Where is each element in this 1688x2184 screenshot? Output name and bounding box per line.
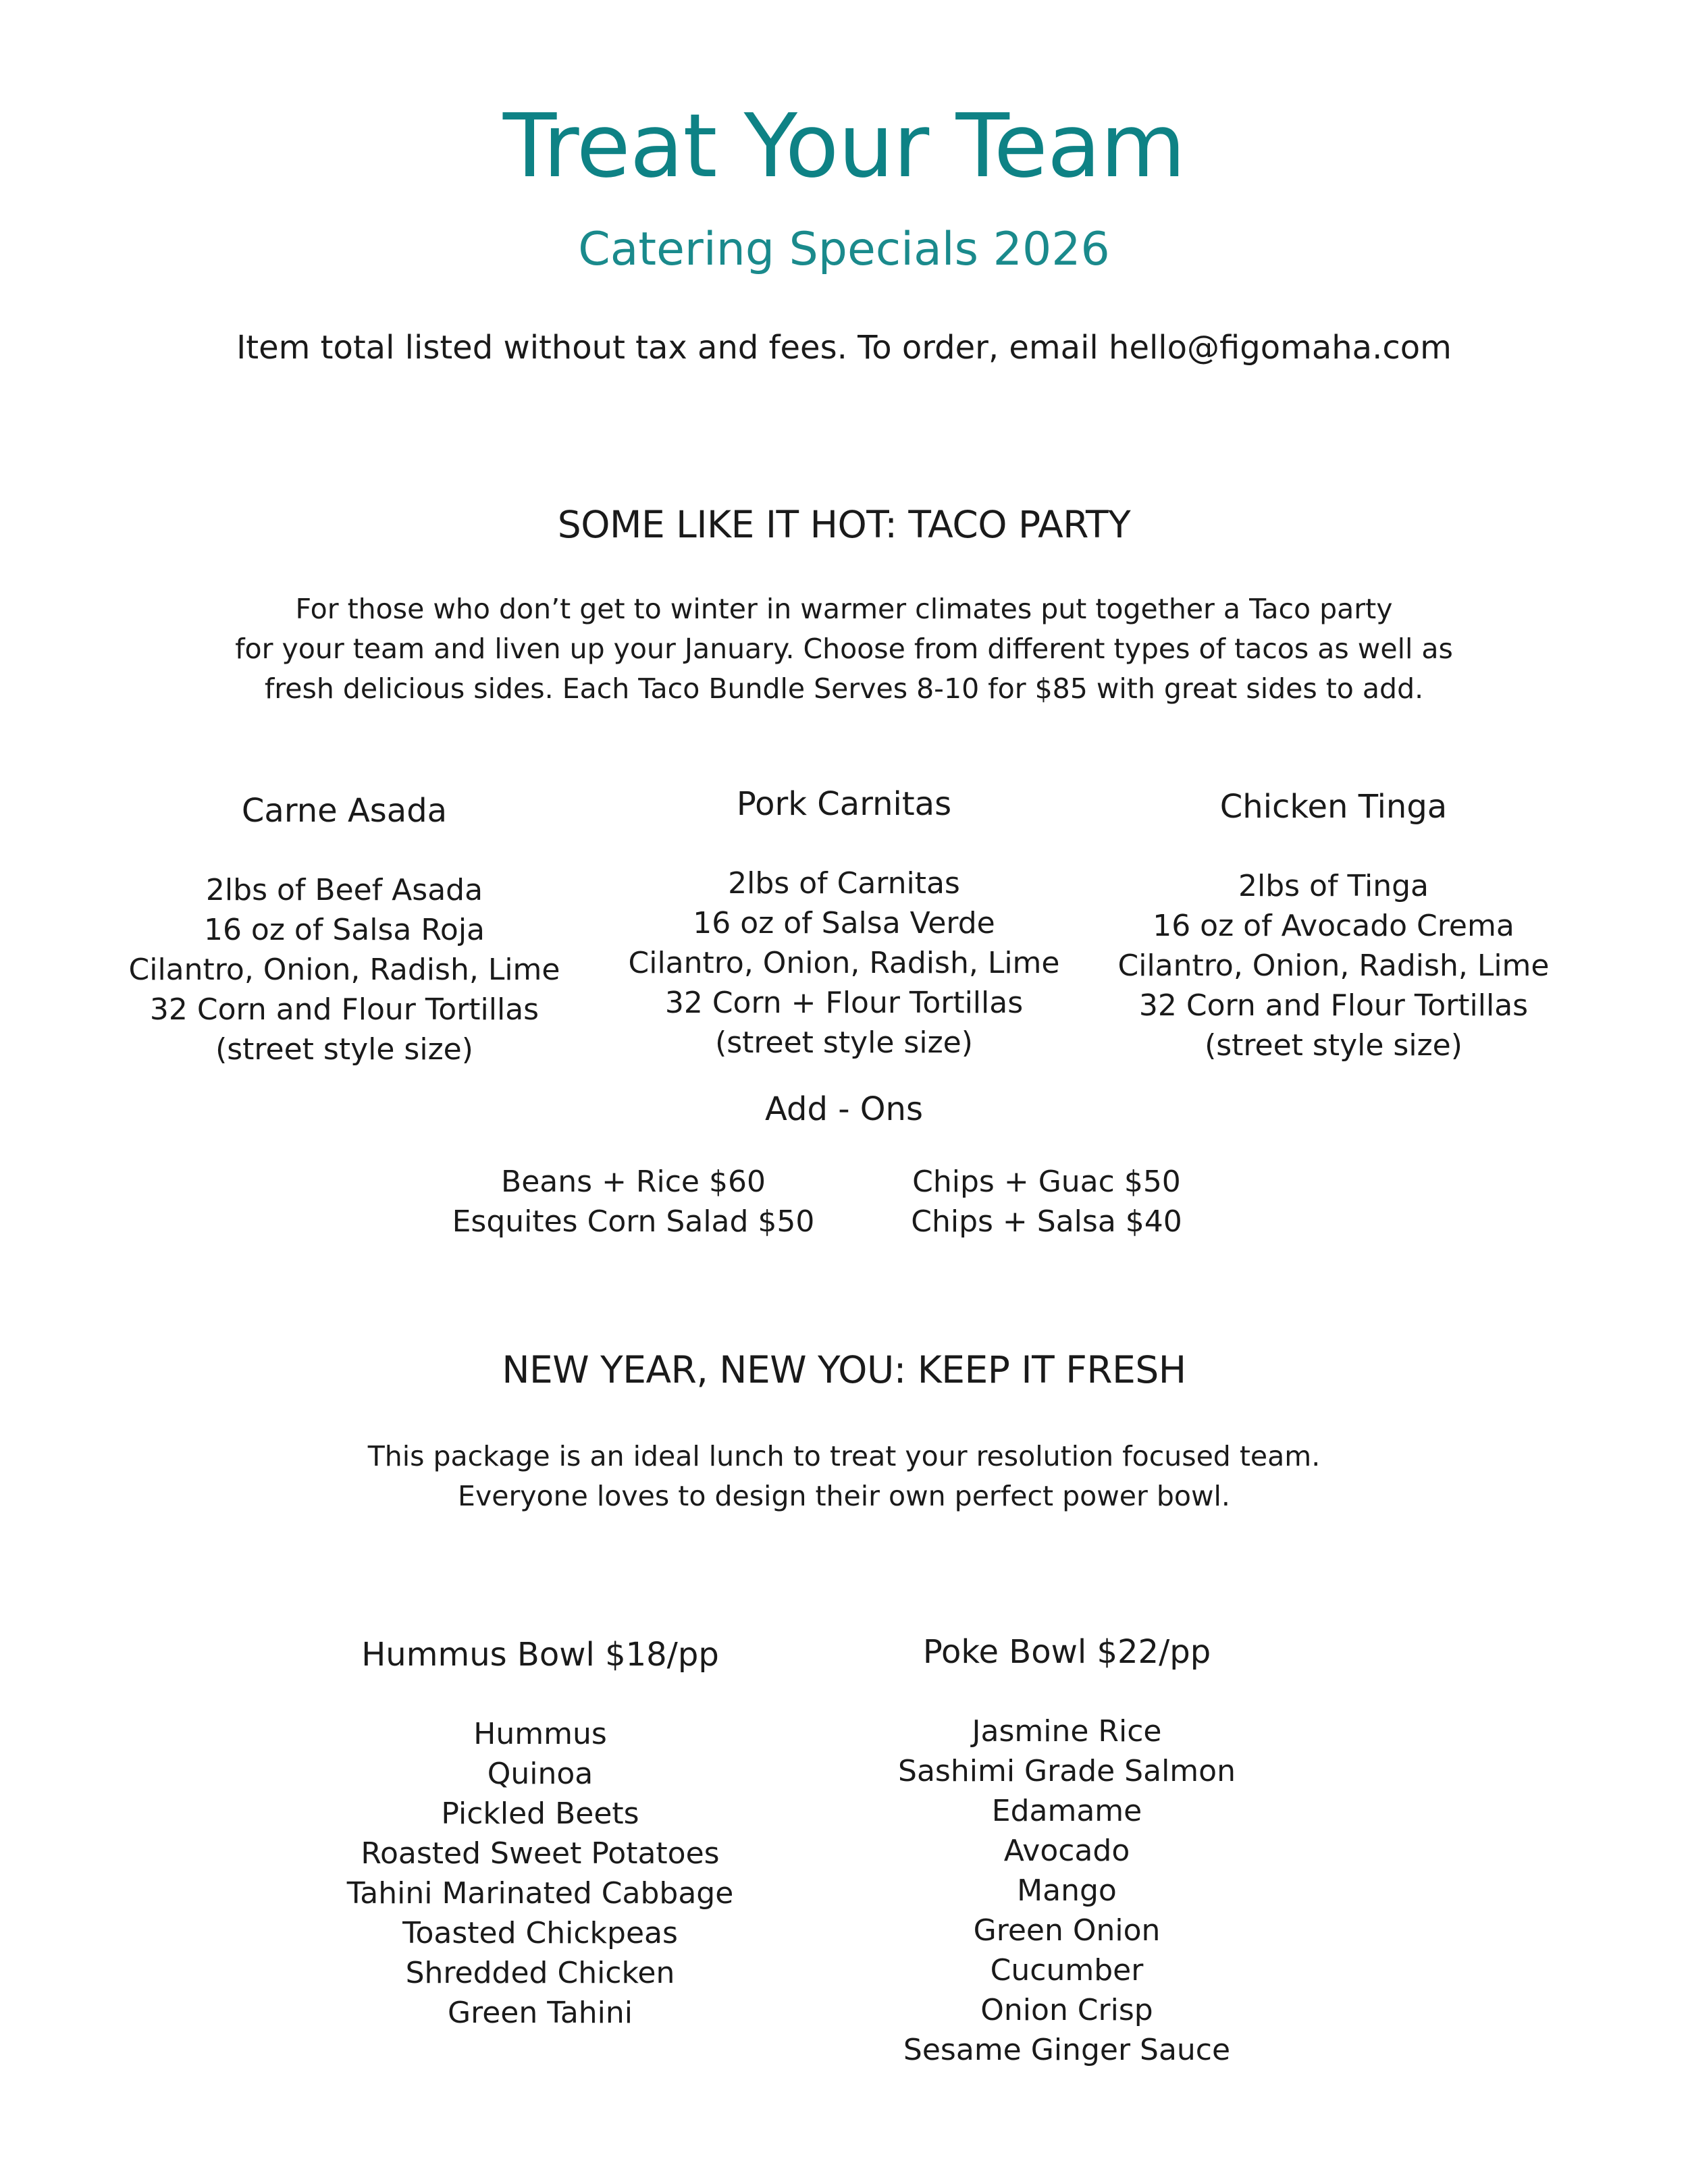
bowl-item: Shredded Chicken bbox=[405, 1956, 675, 1990]
bundle-name: Chicken Tinga bbox=[1219, 788, 1448, 826]
bowl-item: Avocado bbox=[1003, 1834, 1130, 1868]
bowl-item: Edamame bbox=[991, 1794, 1142, 1828]
bundle-name: Carne Asada bbox=[241, 792, 448, 830]
bundle-name: Pork Carnitas bbox=[736, 785, 952, 823]
bundle-pork-carnitas bbox=[629, 784, 1060, 1063]
bundle-item: 32 Corn and Flour Tortillas bbox=[149, 992, 539, 1027]
fresh-description bbox=[0, 1437, 1688, 1516]
bowl-item: Pickled Beets bbox=[441, 1796, 639, 1831]
addons-right-list bbox=[911, 1162, 1182, 1242]
taco-description-line: For those who don’t get to winter in warmer climates put together a Taco party bbox=[295, 593, 1393, 625]
addon-item: Esquites Corn Salad $50 bbox=[452, 1204, 815, 1239]
bundle-item: Cilantro, Onion, Radish, Lime bbox=[1117, 949, 1550, 983]
taco-description bbox=[0, 589, 1688, 709]
fresh-section-heading: NEW YEAR, NEW YOU: KEEP IT FRESH bbox=[502, 1348, 1186, 1391]
bundle-item: 2lbs of Carnitas bbox=[728, 866, 960, 901]
bundle-item: Cilantro, Onion, Radish, Lime bbox=[628, 946, 1060, 980]
bundle-item: (street style size) bbox=[215, 1032, 473, 1067]
taco-description-line: for your team and liven up your January. Choose from different types of tacos as well as bbox=[235, 633, 1453, 665]
bowl-poke bbox=[898, 1632, 1236, 2070]
bowl-item: Tahini Marinated Cabbage bbox=[346, 1876, 734, 1911]
bowl-item: Mango bbox=[1017, 1873, 1117, 1908]
bundle-item: 2lbs of Tinga bbox=[1238, 869, 1429, 903]
page-subtitle: Catering Specials 2026 bbox=[578, 223, 1110, 276]
page-title: Treat Your Team bbox=[502, 95, 1186, 197]
bowl-item: Roasted Sweet Potatoes bbox=[361, 1836, 720, 1871]
bundle-chicken-tinga bbox=[1118, 787, 1550, 1065]
taco-section-heading: SOME LIKE IT HOT: TACO PARTY bbox=[557, 503, 1131, 546]
addon-item: Beans + Rice $60 bbox=[501, 1165, 766, 1199]
bowl-name: Hummus Bowl $18/pp bbox=[361, 1636, 719, 1674]
fresh-description-line: This package is an ideal lunch to treat your resolution focused team. bbox=[367, 1440, 1321, 1472]
bowl-item: Green Onion bbox=[973, 1913, 1161, 1948]
bowl-item: Jasmine Rice bbox=[972, 1714, 1162, 1749]
bowl-item: Cucumber bbox=[990, 1953, 1144, 1988]
bundle-item: (street style size) bbox=[715, 1026, 973, 1060]
bundle-item: 32 Corn + Flour Tortillas bbox=[664, 986, 1024, 1020]
bowl-item: Green Tahini bbox=[447, 1996, 633, 2030]
bowl-name: Poke Bowl $22/pp bbox=[922, 1633, 1211, 1671]
addon-item: Chips + Salsa $40 bbox=[911, 1204, 1182, 1239]
bowl-item: Sesame Ginger Sauce bbox=[903, 2033, 1231, 2067]
bowl-hummus bbox=[347, 1635, 734, 2033]
bundle-carne-asada bbox=[129, 791, 560, 1069]
bundle-item: 16 oz of Salsa Verde bbox=[693, 906, 995, 940]
bowl-item: Toasted Chickpeas bbox=[402, 1916, 678, 1950]
addons-left-list bbox=[452, 1162, 815, 1242]
addon-item: Chips + Guac $50 bbox=[912, 1165, 1181, 1199]
bowl-item: Sashimi Grade Salmon bbox=[898, 1754, 1236, 1788]
order-note: Item total listed without tax and fees. To order, email hello@figomaha.com bbox=[236, 329, 1452, 367]
bundle-item: (street style size) bbox=[1205, 1028, 1462, 1063]
bundle-item: Cilantro, Onion, Radish, Lime bbox=[128, 953, 560, 987]
taco-description-line: fresh delicious sides. Each Taco Bundle Serves 8-10 for $85 with great sides to add. bbox=[264, 672, 1424, 705]
bowl-item: Onion Crisp bbox=[980, 1993, 1153, 2027]
bowl-item: Hummus bbox=[473, 1717, 607, 1751]
bundle-item: 16 oz of Salsa Roja bbox=[203, 913, 485, 947]
bundle-item: 32 Corn and Flour Tortillas bbox=[1138, 988, 1529, 1023]
bundle-item: 16 oz of Avocado Crema bbox=[1153, 909, 1514, 943]
bowl-item: Quinoa bbox=[487, 1757, 594, 1791]
addons-heading: Add - Ons bbox=[765, 1090, 923, 1128]
fresh-description-line: Everyone loves to design their own perfect power bowl. bbox=[458, 1480, 1230, 1512]
bundle-item: 2lbs of Beef Asada bbox=[205, 873, 483, 907]
